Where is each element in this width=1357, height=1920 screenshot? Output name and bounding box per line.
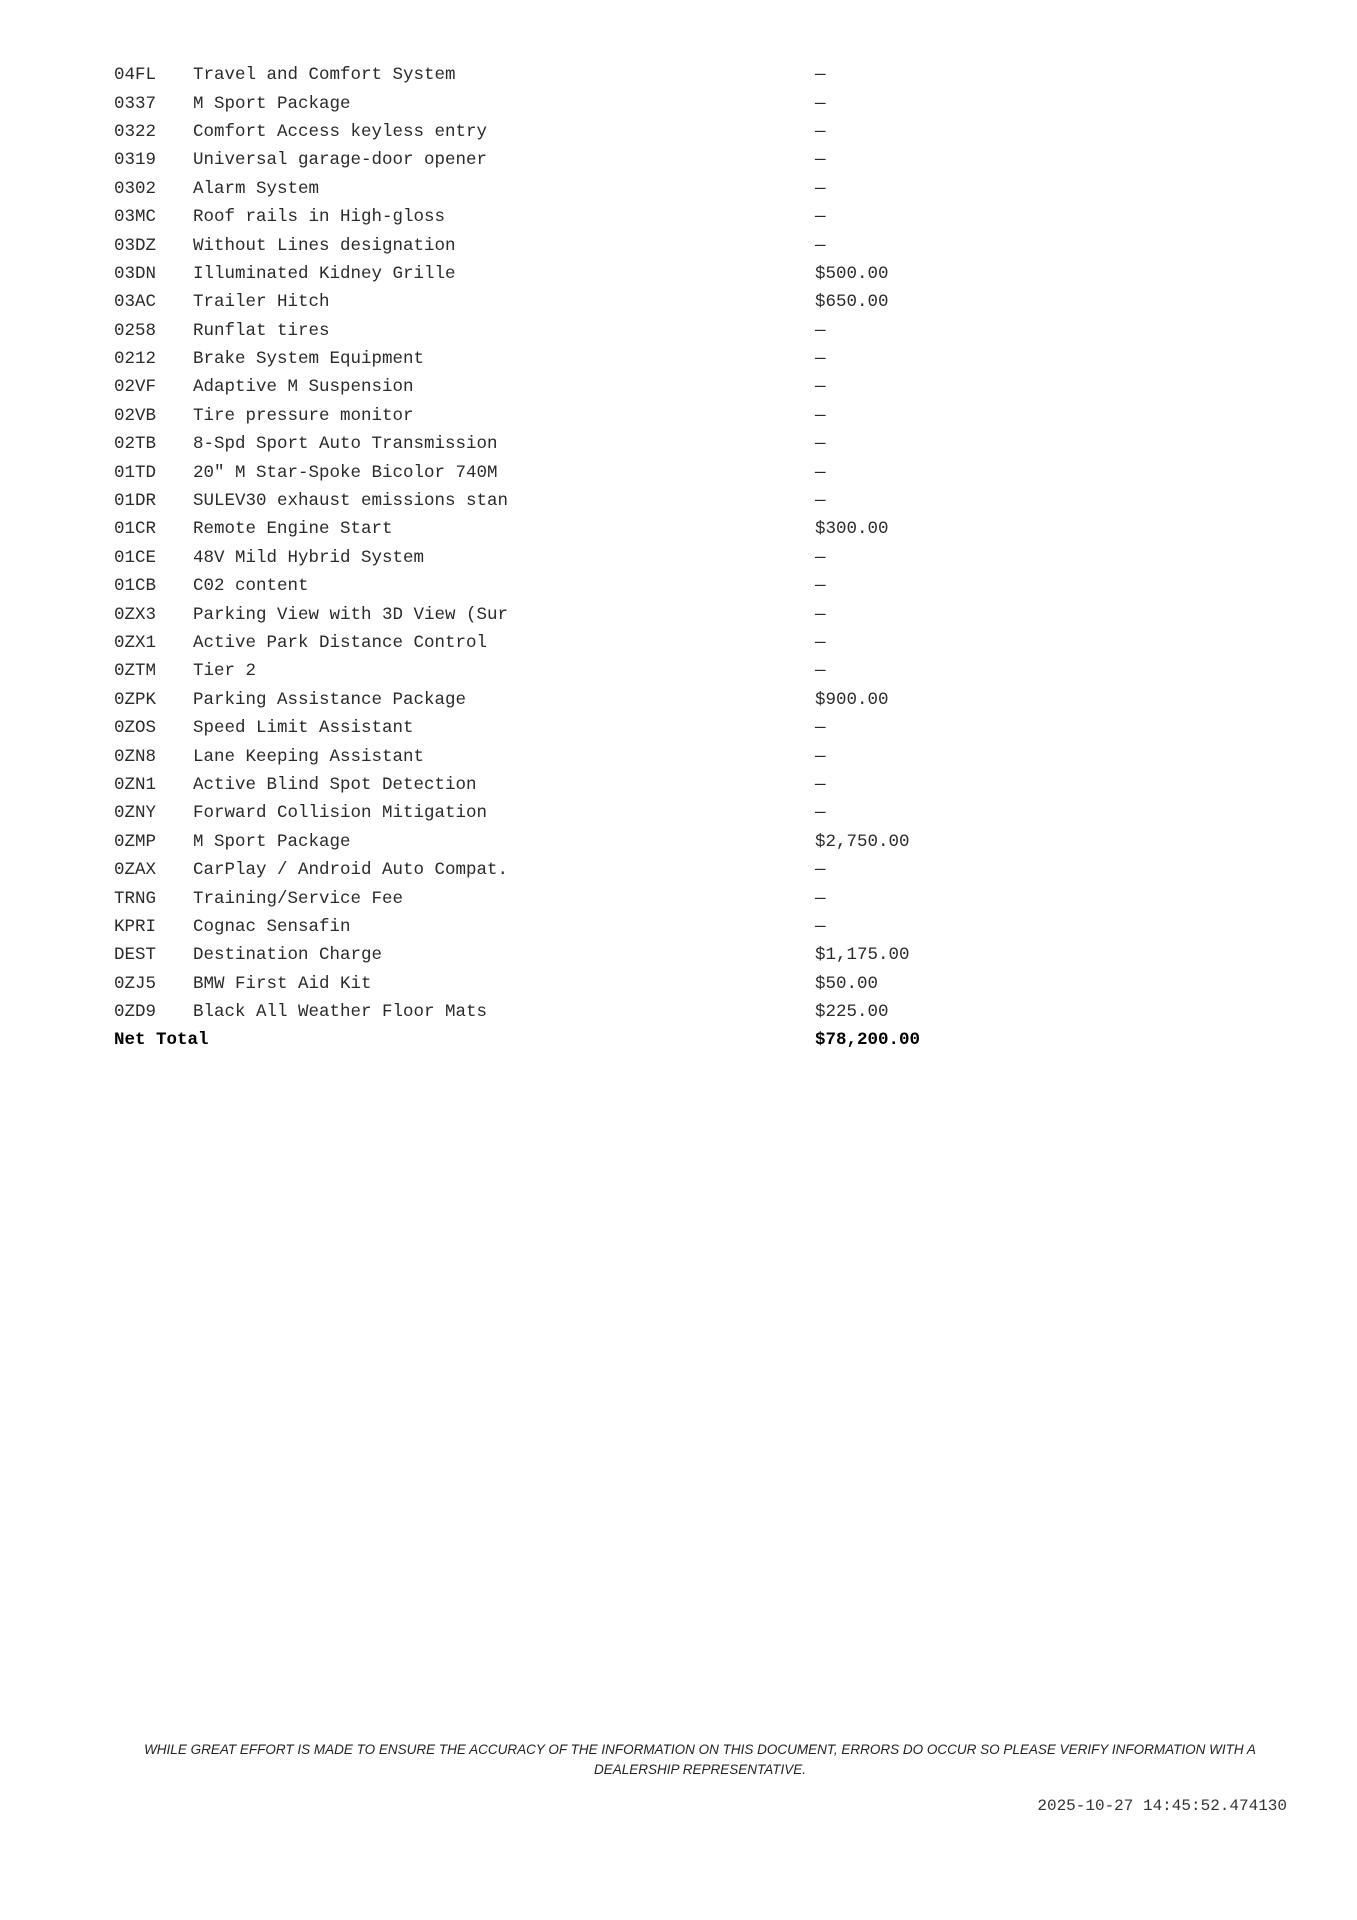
option-code: 03MC (114, 207, 157, 228)
option-row (114, 544, 1114, 572)
option-row (114, 373, 1114, 401)
option-code: 01CB (114, 576, 157, 597)
option-code: 02VB (114, 405, 157, 426)
net-total-row (114, 1026, 1114, 1054)
option-row (114, 260, 1114, 288)
option-description: Lane Keeping Assistant (193, 746, 425, 767)
option-price: — (815, 888, 826, 909)
option-description: 48V Mild Hybrid System (193, 547, 425, 568)
option-code: 03DN (114, 263, 157, 284)
option-description: Active Park Distance Control (193, 633, 488, 653)
option-price: — (815, 349, 826, 370)
option-row (114, 828, 1114, 856)
option-description: Active Blind Spot Detection (193, 774, 477, 795)
option-row (114, 657, 1114, 685)
option-row (114, 402, 1114, 430)
option-code: 01TD (114, 462, 157, 483)
option-row (114, 61, 1114, 89)
option-code: 03DZ (114, 235, 157, 256)
net-total-value: $78,200.00 (815, 1030, 921, 1051)
option-price: — (815, 178, 826, 199)
option-code: 0ZPK (114, 689, 157, 710)
option-code: 0ZOS (114, 718, 157, 739)
option-code: 01DR (114, 491, 157, 512)
option-price: — (815, 576, 826, 597)
option-description: Cognac Sensafin (193, 916, 351, 937)
option-code: 0322 (114, 121, 157, 142)
option-code: 02TB (114, 434, 157, 455)
option-row (114, 345, 1114, 373)
option-list (114, 61, 1114, 1055)
option-row (114, 941, 1114, 969)
option-description: C02 content (193, 576, 309, 597)
option-description: Roof rails in High-gloss (193, 207, 446, 228)
option-price: — (815, 746, 826, 767)
option-description: Destination Charge (193, 945, 383, 966)
option-row (114, 714, 1114, 742)
option-price: — (815, 718, 826, 739)
option-price: — (815, 462, 826, 483)
option-description: Black All Weather Floor Mats (193, 1002, 488, 1023)
option-row (114, 458, 1114, 486)
option-price: — (815, 320, 826, 341)
option-code: 0337 (114, 93, 157, 114)
option-code: 03AC (114, 292, 157, 313)
option-description: Without Lines designation (193, 235, 456, 256)
option-row (114, 686, 1114, 714)
option-row (114, 89, 1114, 117)
option-code: 0ZAX (114, 860, 157, 881)
option-description: Runflat tires (193, 320, 330, 341)
option-description: Speed Limit Assistant (193, 718, 414, 739)
option-description: 20" M Star-Spoke Bicolor 740M (193, 462, 498, 483)
net-total-label: Net Total (114, 1030, 209, 1051)
option-description: Forward Collision Mitigation (193, 803, 488, 824)
option-description: Training/Service Fee (193, 888, 404, 909)
option-description: M Sport Package (193, 93, 351, 114)
option-code: 01CE (114, 547, 157, 568)
option-description: Illuminated Kidney Grille (193, 263, 456, 284)
option-row (114, 231, 1114, 259)
option-row (114, 515, 1114, 543)
option-price: — (815, 547, 826, 568)
option-row (114, 913, 1114, 941)
option-row (114, 146, 1114, 174)
option-description: Tire pressure monitor (193, 405, 414, 426)
option-description: Comfort Access keyless entry (193, 121, 488, 142)
option-price: $300.00 (815, 519, 889, 540)
option-price: $2,750.00 (815, 831, 910, 852)
option-price: — (815, 65, 826, 86)
option-price: $225.00 (815, 1002, 889, 1023)
option-description: Parking Assistance Package (193, 689, 467, 710)
option-description: M Sport Package (193, 831, 351, 852)
option-price: — (815, 405, 826, 426)
option-description: Brake System Equipment (193, 349, 425, 370)
option-code: 0ZD9 (114, 1002, 157, 1023)
option-code: 0ZTM (114, 661, 157, 682)
option-code: 02VF (114, 377, 157, 398)
option-row (114, 572, 1114, 600)
option-description: Trailer Hitch (193, 292, 330, 313)
option-price: $1,175.00 (815, 945, 910, 966)
option-row (114, 884, 1114, 912)
option-price: — (815, 604, 826, 625)
option-price: $50.00 (815, 973, 879, 994)
option-price: $500.00 (815, 263, 889, 284)
option-code: 0ZX3 (114, 604, 157, 625)
option-code: 0ZMP (114, 831, 157, 852)
option-row (114, 771, 1114, 799)
option-price: $650.00 (815, 292, 889, 313)
option-row (114, 970, 1114, 998)
option-code: 01CR (114, 519, 157, 540)
option-description: SULEV30 exhaust emissions stan (193, 491, 509, 512)
option-code: 0302 (114, 178, 157, 199)
option-code: 0212 (114, 349, 157, 370)
option-price: $900.00 (815, 689, 889, 710)
option-description: CarPlay / Android Auto Compat. (193, 860, 509, 881)
option-code: 0ZNY (114, 803, 157, 824)
timestamp: 2025-10-27 14:45:52.474130 (1037, 1797, 1287, 1815)
option-price: — (815, 661, 826, 682)
option-price: — (815, 150, 826, 171)
option-price: — (815, 93, 826, 114)
option-code: TRNG (114, 888, 157, 909)
option-price: — (815, 235, 826, 256)
option-price: — (815, 774, 826, 795)
option-price: — (815, 633, 826, 653)
option-description: Adaptive M Suspension (193, 377, 414, 398)
option-row (114, 430, 1114, 458)
disclaimer: WHILE GREAT EFFORT IS MADE TO ENSURE THE ACCURACY OF THE INFORMATION ON THIS DOCUMENT, ERRORS DO OCCUR SO PLEASE VERIFY INFORMATION WITH A DEALERSHIP REPRESENTATIVE. (144, 1742, 1256, 1777)
option-row (114, 317, 1114, 345)
option-description: Travel and Comfort System (193, 65, 456, 86)
option-row (114, 799, 1114, 827)
option-price: — (815, 916, 826, 937)
option-description: Universal garage-door opener (193, 150, 488, 171)
option-description: Alarm System (193, 178, 320, 199)
option-row (114, 175, 1114, 203)
option-price: — (815, 803, 826, 824)
option-description: Remote Engine Start (193, 519, 393, 540)
option-price: — (815, 860, 826, 881)
option-price: — (815, 491, 826, 512)
option-price: — (815, 434, 826, 455)
option-row (114, 118, 1114, 146)
option-code: 0ZN1 (114, 774, 157, 795)
option-row (114, 998, 1114, 1026)
option-code: 04FL (114, 65, 157, 86)
option-row (114, 487, 1114, 515)
option-code: 0ZX1 (114, 633, 157, 653)
option-description: BMW First Aid Kit (193, 973, 372, 994)
option-row (114, 600, 1114, 628)
option-row (114, 203, 1114, 231)
option-code: 0258 (114, 320, 157, 341)
option-code: 0ZN8 (114, 746, 157, 767)
option-row (114, 288, 1114, 316)
option-code: 0319 (114, 150, 157, 171)
option-row (114, 629, 1114, 657)
option-row (114, 742, 1114, 770)
option-price: — (815, 207, 826, 228)
option-price: — (815, 377, 826, 398)
option-row (114, 856, 1114, 884)
option-code: KPRI (114, 916, 157, 937)
option-description: Parking View with 3D View (Sur (193, 604, 509, 625)
option-price: — (815, 121, 826, 142)
option-code: 0ZJ5 (114, 973, 157, 994)
option-code: DEST (114, 945, 157, 966)
option-description: Tier 2 (193, 661, 257, 682)
option-description: 8-Spd Sport Auto Transmission (193, 434, 498, 455)
